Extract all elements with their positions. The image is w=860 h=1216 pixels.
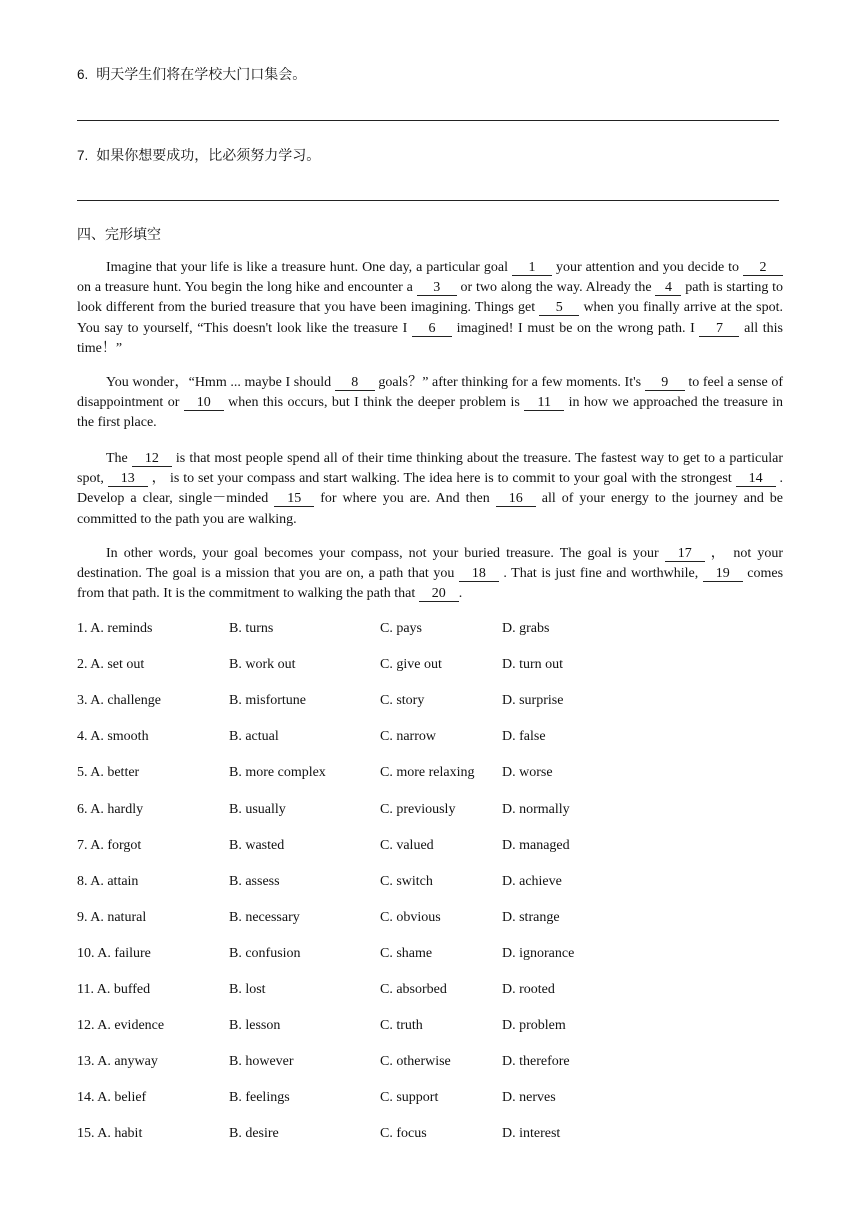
- option-b[interactable]: B. actual: [229, 729, 279, 744]
- option-d[interactable]: D. interest: [502, 1126, 561, 1141]
- option-c[interactable]: C. shame: [380, 946, 433, 961]
- option-a[interactable]: 15. A. habit: [77, 1126, 143, 1141]
- blank-7[interactable]: 7: [699, 322, 739, 337]
- section-title: 四、完形填空: [77, 228, 161, 243]
- passage-text: all of your energy to the journey and be committed to the path you are walking.: [77, 491, 784, 527]
- option-a[interactable]: 13. A. anyway: [77, 1054, 158, 1069]
- question-number: 7.: [77, 148, 89, 163]
- passage-text: all this time！”: [77, 320, 783, 356]
- blank-9[interactable]: 9: [645, 376, 685, 391]
- option-c[interactable]: C. more relaxing: [380, 765, 475, 780]
- option-d[interactable]: D. normally: [502, 802, 570, 817]
- blank-5[interactable]: 5: [539, 301, 579, 316]
- blank-1[interactable]: 1: [512, 261, 552, 276]
- options-row-15: [77, 1126, 783, 1146]
- option-a[interactable]: 14. A. belief: [77, 1090, 147, 1105]
- passage-text: on a treasure hunt. You begin the long hike and encounter a: [77, 280, 413, 296]
- option-d[interactable]: D. ignorance: [502, 946, 575, 961]
- passage-paragraph-2: [77, 373, 783, 434]
- option-b[interactable]: B. more complex: [229, 765, 326, 780]
- option-a[interactable]: 12. A. evidence: [77, 1018, 165, 1033]
- option-c[interactable]: C. focus: [380, 1126, 427, 1141]
- option-b[interactable]: B. lost: [229, 982, 266, 997]
- options-row-5: [77, 765, 783, 785]
- passage-paragraph-4: [77, 544, 783, 605]
- option-c[interactable]: C. valued: [380, 838, 434, 853]
- passage-text: or two along the way. Already the: [460, 280, 652, 296]
- blank-13[interactable]: 13: [108, 472, 148, 487]
- option-b[interactable]: B. usually: [229, 802, 286, 817]
- passage-text: comes from that path. It is the commitment to walking the path that: [77, 566, 784, 602]
- option-a[interactable]: 1. A. reminds: [77, 621, 153, 636]
- option-d[interactable]: D. achieve: [502, 874, 562, 889]
- blank-10[interactable]: 10: [184, 396, 224, 411]
- option-b[interactable]: B. lesson: [229, 1018, 281, 1033]
- options-row-10: [77, 946, 783, 966]
- option-a[interactable]: 10. A. failure: [77, 946, 151, 961]
- options-row-12: [77, 1018, 783, 1038]
- option-c[interactable]: C. absorbed: [380, 982, 447, 997]
- option-a[interactable]: 4. A. smooth: [77, 729, 149, 744]
- blank-14[interactable]: 14: [736, 472, 776, 487]
- option-a[interactable]: 3. A. challenge: [77, 693, 161, 708]
- option-a[interactable]: 2. A. set out: [77, 657, 145, 672]
- option-a[interactable]: 8. A. attain: [77, 874, 139, 889]
- option-c[interactable]: C. pays: [380, 621, 422, 636]
- translation-question-6: [77, 64, 306, 84]
- blank-4[interactable]: 4: [655, 281, 681, 296]
- options-row-14: [77, 1090, 783, 1110]
- options-row-7: [77, 838, 783, 858]
- option-c[interactable]: C. otherwise: [380, 1054, 451, 1069]
- option-b[interactable]: B. desire: [229, 1126, 279, 1141]
- option-b[interactable]: B. however: [229, 1054, 294, 1069]
- blank-16[interactable]: 16: [496, 492, 536, 507]
- passage-text: imagined! I must be on the wrong path. I: [456, 320, 695, 336]
- blank-11[interactable]: 11: [524, 396, 564, 411]
- option-d[interactable]: D. therefore: [502, 1054, 570, 1069]
- blank-2[interactable]: 2: [743, 261, 783, 276]
- passage-text: ， is to set your compass and start walking. The idea here is to commit to your goal with the strongest: [151, 471, 732, 487]
- option-b[interactable]: B. turns: [229, 621, 274, 636]
- options-row-4: [77, 729, 783, 749]
- option-d[interactable]: D. strange: [502, 910, 560, 925]
- blank-6[interactable]: 6: [412, 322, 452, 337]
- blank-8[interactable]: 8: [335, 376, 375, 391]
- question-text: 如果你想要成功，比必须努力学习。: [96, 149, 321, 164]
- translation-question-7: [77, 145, 320, 165]
- options-row-8: [77, 874, 783, 894]
- passage-text: to feel a sense of disappointment or: [77, 375, 783, 411]
- option-d[interactable]: D. grabs: [502, 621, 550, 636]
- blank-20[interactable]: 20: [419, 587, 459, 602]
- option-d[interactable]: D. turn out: [502, 657, 564, 672]
- passage-text: in how we approached the treasure in the first place.: [77, 395, 784, 431]
- option-a[interactable]: 5. A. better: [77, 765, 140, 780]
- option-d[interactable]: D. worse: [502, 765, 553, 780]
- passage-text: goals？” after thinking for a few moments. It's: [378, 375, 642, 390]
- passage-text: Imagine that your life is like a treasure hunt. One day, a particular goal: [106, 260, 509, 275]
- passage-text: You wonder，“Hmm ... maybe I should: [106, 375, 332, 390]
- passage-text: for where you are. And then: [320, 491, 490, 507]
- option-c[interactable]: C. truth: [380, 1018, 423, 1033]
- option-c[interactable]: C. obvious: [380, 910, 441, 925]
- blank-3[interactable]: 3: [417, 281, 457, 296]
- passage-text: when this occurs, but I think the deeper problem is: [228, 395, 520, 411]
- option-a[interactable]: 9. A. natural: [77, 910, 147, 925]
- option-c[interactable]: C. switch: [380, 874, 433, 889]
- options-row-11: [77, 982, 783, 1002]
- option-d[interactable]: D. managed: [502, 838, 570, 853]
- blank-19[interactable]: 19: [703, 567, 743, 582]
- option-d[interactable]: D. surprise: [502, 693, 564, 708]
- passage-text: The: [106, 451, 128, 466]
- options-row-3: [77, 693, 783, 713]
- option-d[interactable]: D. rooted: [502, 982, 555, 997]
- option-b[interactable]: B. wasted: [229, 838, 285, 853]
- passage-text: In other words, your goal becomes your compass, not your buried treasure. The goal is your: [106, 546, 659, 561]
- option-a[interactable]: 6. A. hardly: [77, 802, 144, 817]
- options-row-9: [77, 910, 783, 930]
- passage-text: path is starting to look different from the buried treasure that you have been imagining. Things get: [77, 280, 784, 316]
- blank-17[interactable]: 17: [665, 547, 705, 562]
- passage-text: . Develop a clear, single－minded: [77, 471, 784, 507]
- blank-18[interactable]: 18: [459, 567, 499, 582]
- options-row-2: [77, 657, 783, 677]
- passage-text: your attention and you decide to: [555, 260, 740, 275]
- option-c[interactable]: C. support: [380, 1090, 439, 1105]
- option-b[interactable]: B. feelings: [229, 1090, 290, 1105]
- option-b[interactable]: B. assess: [229, 874, 280, 889]
- option-a[interactable]: 11. A. buffed: [77, 982, 151, 997]
- option-d[interactable]: D. nerves: [502, 1090, 556, 1105]
- options-row-13: [77, 1054, 783, 1074]
- option-c[interactable]: C. previously: [380, 802, 456, 817]
- answer-line-6[interactable]: [77, 120, 779, 121]
- answer-line-7[interactable]: [77, 200, 779, 201]
- options-row-6: [77, 802, 783, 822]
- question-number: 6.: [77, 67, 89, 82]
- passage-text: is that most people spend all of their time thinking about the treasure. The fastest way to get to a particular spot,: [77, 451, 784, 487]
- passage-text: .: [458, 586, 463, 602]
- passage-paragraph-3: [77, 449, 783, 530]
- option-d[interactable]: D. problem: [502, 1018, 566, 1033]
- blank-15[interactable]: 15: [274, 492, 314, 507]
- option-c[interactable]: C. give out: [380, 657, 442, 672]
- option-b[interactable]: B. confusion: [229, 946, 301, 961]
- passage-text: when you finally arrive at the spot. You say to yourself, “This doesn't look like the treasure I: [77, 300, 784, 336]
- option-b[interactable]: B. necessary: [229, 910, 300, 925]
- question-text: 明天学生们将在学校大门口集会。: [96, 68, 307, 83]
- option-b[interactable]: B. work out: [229, 657, 296, 672]
- options-row-1: [77, 621, 783, 641]
- option-c[interactable]: C. story: [380, 693, 425, 708]
- option-b[interactable]: B. misfortune: [229, 693, 306, 708]
- blank-12[interactable]: 12: [132, 452, 172, 467]
- passage-text: ， not your destination. The goal is a mission that you are on, a path that you: [77, 546, 783, 582]
- passage-paragraph-1: [77, 258, 783, 359]
- option-c[interactable]: C. narrow: [380, 729, 436, 744]
- option-a[interactable]: 7. A. forgot: [77, 838, 142, 853]
- passage-text: . That is just fine and worthwhile,: [503, 566, 699, 582]
- option-d[interactable]: D. false: [502, 729, 546, 744]
